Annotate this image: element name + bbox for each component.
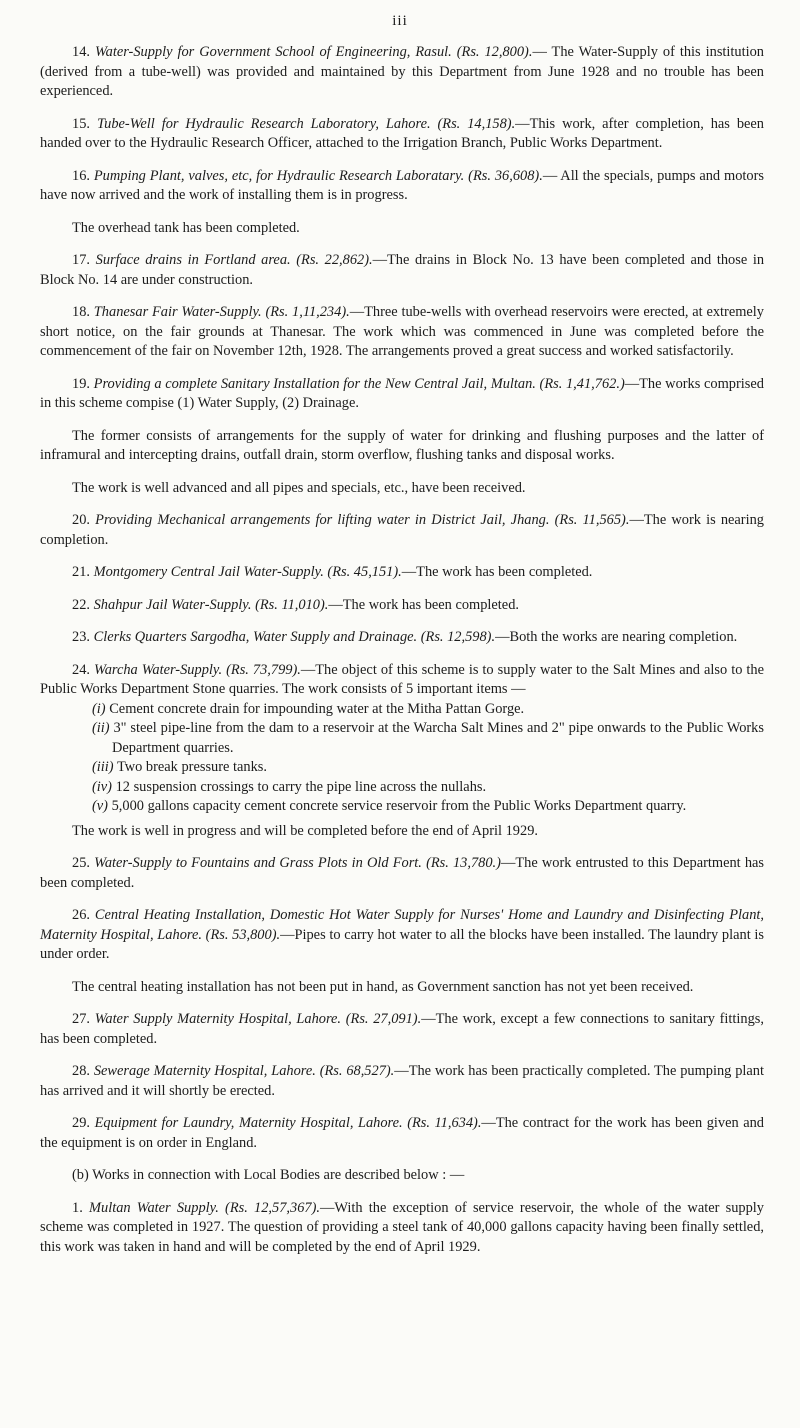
paragraph-15: 15. Tube-Well for Hydraulic Research Laboratory, Lahore. (Rs. 14,158).—This work, after completion, has been handed over to the Hydraulic Research Officer, attached to the Irrigation Branch, Public Works Department. bbox=[40, 115, 764, 151]
paragraph-19-progress: The work is well advanced and all pipes and specials, etc., have been received. bbox=[72, 479, 526, 496]
list-item: (i) Cement concrete drain for impounding water at the Mitha Pattan Gorge. bbox=[92, 700, 525, 717]
paragraph-19: 19. Providing a complete Sanitary Installation for the New Central Jail, Multan. (Rs. 1,41,762.)—The works comprised in this scheme compise (1) Water Supply, (2) Drainage. bbox=[40, 375, 764, 411]
paragraph-16-note: The overhead tank has been completed. bbox=[72, 219, 300, 236]
paragraph-27: 27. Water Supply Maternity Hospital, Lahore. (Rs. 27,091).—The work, except a few connections to sanitary fittings, has been completed. bbox=[40, 1011, 765, 1047]
body-text bbox=[40, 38, 764, 1257]
section-b-heading: (b) Works in connection with Local Bodies are described below : — bbox=[72, 1167, 465, 1183]
paragraph-25: 25. Water-Supply to Fountains and Grass Plots in Old Fort. (Rs. 13,780.)—The work entrusted to this Department has been completed. bbox=[40, 855, 764, 891]
paragraph-14: 14. Water-Supply for Government School of Engineering, Rasul. (Rs. 12,800).— The Water-Supply of this institution (derived from a tube-well) was provided and maintained by this Department from June 1928 and no trouble has been experienced. bbox=[40, 44, 764, 99]
list-item: (iii) Two break pressure tanks. bbox=[92, 759, 267, 775]
paragraph-17: 17. Surface drains in Fortland area. (Rs. 22,862).—The drains in Block No. 13 have been completed and those in Block No. 14 are under construction. bbox=[40, 252, 765, 288]
paragraph-26: 26. Central Heating Installation, Domestic Hot Water Supply for Nurses' Home and Laundry and Disinfecting Plant, Maternity Hospital, Lahore. (Rs. 53,800).—Pipes to carry hot water to all the blocks have been installed. The laundry plant is under order. bbox=[40, 907, 764, 962]
paragraph-28: 28. Sewerage Maternity Hospital, Lahore. (Rs. 68,527).—The work has been practically completed. The pumping plant has arrived and it will shortly be erected. bbox=[40, 1063, 764, 1099]
page-number: iii bbox=[392, 13, 408, 29]
paragraph-19-former: The former consists of arrangements for the supply of water for drinking and flushing purposes and the latter of inframural and intercepting drains, outfall drain, storm overflow, flushing tanks and disposal works. bbox=[40, 427, 764, 463]
list-item: (iv) 12 suspension crossings to carry the pipe line across the nullahs. bbox=[92, 778, 487, 795]
paragraph-21: 21. Montgomery Central Jail Water-Supply. (Rs. 45,151).—The work has been completed. bbox=[72, 564, 593, 580]
paragraph-24-progress: The work is well in progress and will be completed before the end of April 1929. bbox=[72, 822, 538, 839]
paragraph-b1: 1. Multan Water Supply. (Rs. 12,57,367).—With the exception of service reservoir, the whole of the water supply scheme was completed in 1927. The question of providing a steel tank of 40,000 gallons capacity having been finally settled, this work was taken in hand and will be completed by the end of April 1929. bbox=[40, 1199, 764, 1255]
list-item: (v) 5,000 gallons capacity cement concrete service reservoir from the Public Works Department quarry. bbox=[92, 798, 687, 814]
paragraph-29: 29. Equipment for Laundry, Maternity Hospital, Lahore. (Rs. 11,634).—The contract for the work has been given and the equipment is on order in England. bbox=[40, 1115, 764, 1151]
paragraph-23: 23. Clerks Quarters Sargodha, Water Supply and Drainage. (Rs. 12,598).—Both the works are nearing completion. bbox=[72, 629, 738, 645]
list-item: (ii) 3" steel pipe-line from the dam to a reservoir at the Warcha Salt Mines and 2" pipe onwards to the Public Works Department quarries. bbox=[92, 720, 764, 756]
paragraph-22: 22. Shahpur Jail Water-Supply. (Rs. 11,010).—The work has been completed. bbox=[72, 596, 519, 613]
paragraph-16: 16. Pumping Plant, valves, etc, for Hydraulic Research Laboratary. (Rs. 36,608).— All the specials, pumps and motors have now arrived and the work of installing them is in progress. bbox=[40, 167, 764, 203]
paragraph-24: 24. Warcha Water-Supply. (Rs. 73,799).—The object of this scheme is to supply water to the Salt Mines and also to the Public Works Department Stone quarries. The work consists of 5 important items — bbox=[40, 661, 765, 697]
paragraph-20: 20. Providing Mechanical arrangements for lifting water in District Jail, Jhang. (Rs. 11,565).—The work is nearing completion. bbox=[40, 512, 764, 548]
paragraph-18: 18. Thanesar Fair Water-Supply. (Rs. 1,11,234).—Three tube-wells with overhead reservoirs were erected, at extremely short notice, on the fair grounds at Thanesar. The work which was commenced in June was completed before the commencement of the fair on November 12th, 1928. The arrangements proved a great success and worked satisfactorily. bbox=[40, 304, 764, 359]
paragraph-26-note: The central heating installation has not been put in hand, as Government sanction has not yet been received. bbox=[72, 978, 694, 995]
